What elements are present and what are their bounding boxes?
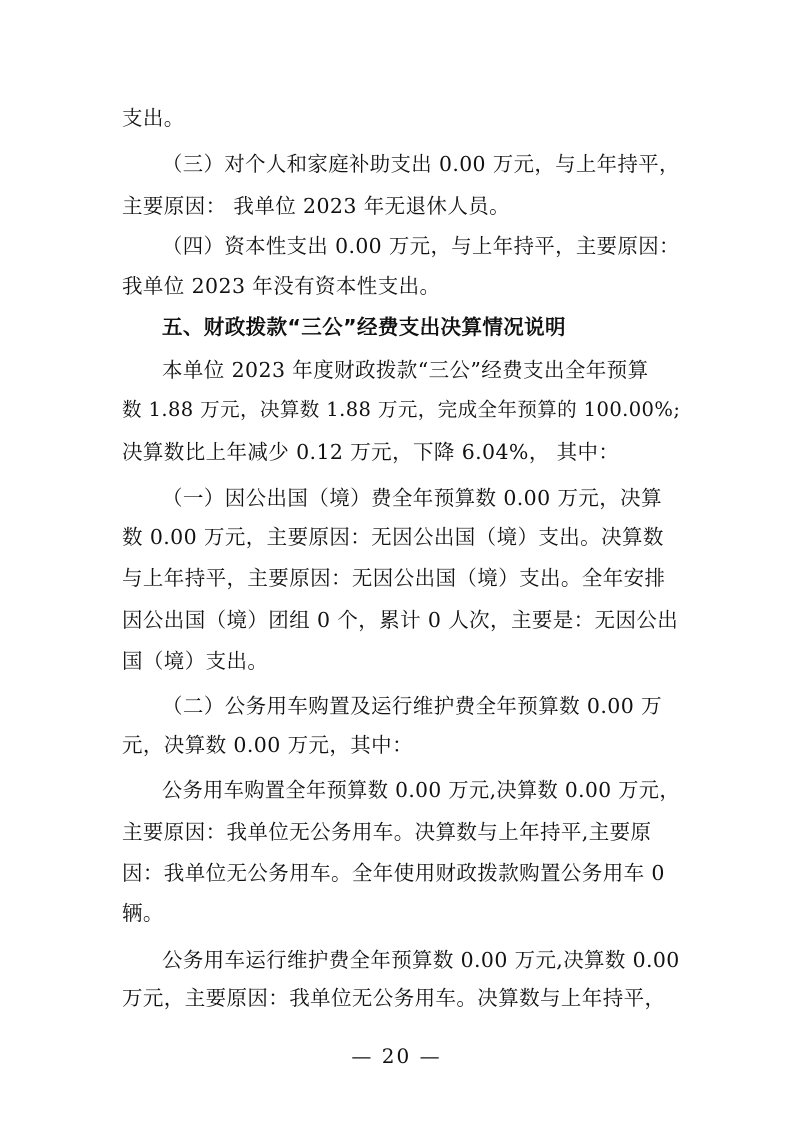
- paragraph-text: 因公出国（境）团组 0 个，累计 0 人次，主要是：无因公出: [122, 608, 679, 632]
- body-line: [0, 940, 793, 980]
- paragraph-text: 主要原因：我单位无公务用车。决算数与上年持平,主要原: [122, 820, 652, 844]
- paragraph-text: 本单位 2023 年度财政拨款“三公”经费支出全年预算: [162, 358, 649, 382]
- paragraph-text: 元，决算数 0.00 万元，其中：: [122, 733, 413, 757]
- body-line: [0, 186, 793, 226]
- paragraph-text: （二）公务用车购置及运行维护费全年预算数 0.00 万: [162, 694, 662, 718]
- section-heading: [0, 307, 793, 347]
- paragraph-text: 支出。: [122, 106, 185, 130]
- body-line: [0, 641, 793, 681]
- body-line: [0, 893, 793, 933]
- body-line: [0, 517, 793, 557]
- page-number: — 20 —: [351, 1044, 442, 1068]
- paragraph-text: 主要原因： 我单位 2023 年无退休人员。: [122, 194, 511, 218]
- body-line: [0, 266, 793, 306]
- paragraph-text: 万元，主要原因：我单位无公务用车。决算数与上年持平，: [122, 986, 666, 1010]
- body-line: [0, 725, 793, 765]
- paragraph-text: 数 0.00 万元，主要原因：无因公出国（境）支出。决算数: [122, 525, 664, 549]
- body-line: [0, 558, 793, 598]
- body-line: [0, 432, 793, 472]
- body-line: [0, 226, 793, 266]
- body-line: [0, 98, 793, 138]
- paragraph-text: 数 1.88 万元，决算数 1.88 万元，完成全年预算的 100.00%;: [122, 398, 681, 421]
- paragraph-text: 因：我单位无公务用车。全年使用财政拨款购置公务用车 0: [122, 861, 665, 885]
- body-line: [0, 390, 793, 430]
- body-line: [0, 812, 793, 852]
- paragraph-text: 公务用车运行维护费全年预算数 0.00 万元,决算数 0.00: [162, 948, 680, 972]
- paragraph-text: 公务用车购置全年预算数 0.00 万元,决算数 0.00 万元，: [162, 778, 680, 802]
- paragraph-text: 我单位 2023 年没有资本性支出。: [122, 274, 441, 298]
- body-line: [0, 853, 793, 893]
- body-line: [0, 770, 793, 810]
- paragraph-text: （四）资本性支出 0.00 万元，与上年持平，主要原因：: [162, 234, 680, 258]
- body-line: [0, 978, 793, 1018]
- body-line: [0, 600, 793, 640]
- paragraph-text: （一）因公出国（境）费全年预算数 0.00 万元，决算: [162, 486, 662, 510]
- paragraph-text: （三）对个人和家庭补助支出 0.00 万元，与上年持平，: [162, 152, 680, 176]
- body-line: [0, 478, 793, 518]
- paragraph-text: 决算数比上年减少 0.12 万元，下降 6.04%， 其中：: [122, 440, 620, 464]
- paragraph-text: 与上年持平，主要原因：无因公出国（境）支出。全年安排: [122, 566, 666, 590]
- paragraph-text: 辆。: [122, 901, 164, 925]
- section-heading-text: 五、财政拨款“三公”经费支出决算情况说明: [162, 315, 566, 339]
- paragraph-text: 国（境）支出。: [122, 649, 269, 673]
- body-line: [0, 686, 793, 726]
- body-line: [0, 350, 793, 390]
- body-line: [0, 144, 793, 184]
